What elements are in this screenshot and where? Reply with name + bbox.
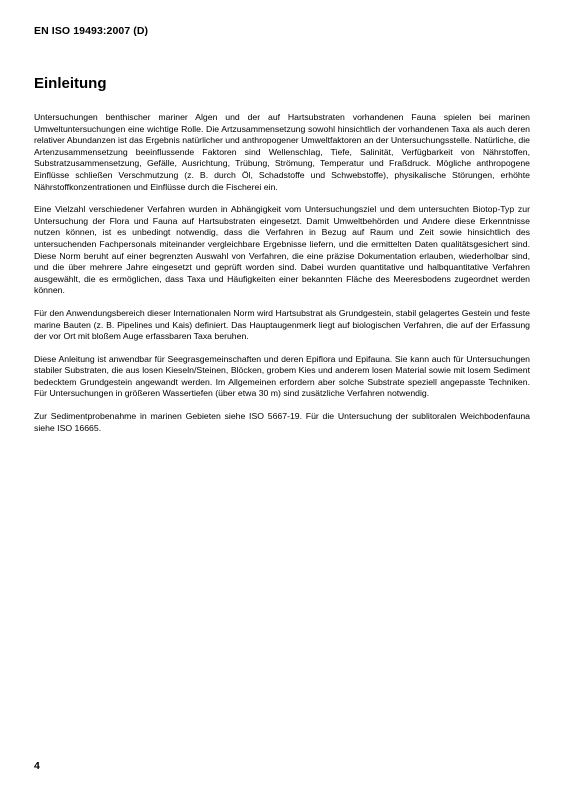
paragraph-5: Zur Sedimentprobenahme in marinen Gebieten siehe ISO 5667-19. Für die Untersuchung der sublitoralen Weichbodenfauna siehe ISO 16665.: [34, 411, 530, 433]
standard-header: EN ISO 19493:2007 (D): [34, 25, 149, 37]
paragraph-4: Diese Anleitung ist anwendbar für Seegrasgemeinschaften und deren Epiflora und Epifauna. Sie kann auch für Untersuchungen stabiler Substraten, die aus losen Kieseln/Steinen, Blöcken, grobem Kies und anderem losen Material sowie mit losem Sediment bedecktem Grundgestein angewandt werden. Im Allgemeinen erfordern aber solche Substrate speziell angepasste Techniken. Für Untersuchungen in größeren Wassertiefen (über etwa 30 m) sind zusätzliche Verfahren notwendig.: [34, 353, 530, 399]
paragraph-3: Für den Anwendungsbereich dieser Internationalen Norm wird Hartsubstrat als Grundgestein, stabil gelagertes Gestein und feste marine Bauten (z. B. Pipelines und Kais) definiert. Das Hauptaugenmerk liegt auf biologischen Verfahren, die auf der Erfassung der vor Ort mit bloßem Auge erfassbaren Taxa beruhen.: [34, 307, 530, 342]
body-text: [34, 112, 530, 445]
paragraph-2: Eine Vielzahl verschiedener Verfahren wurden in Abhängigkeit vom Untersuchungsziel und dem untersuchten Biotop-Typ zur Untersuchung der Flora und Fauna auf Hartsubstraten eingesetzt. Damit Umweltbehörden und Andere diese Erkenntnisse nutzen können, ist es unbedingt notwendig, dass die Verfahren in Bezug auf Raum und Zeit sowie hinsichtlich des untersuchenden Fachpersonals miteinander vergleichbare Ergebnisse liefern, und die ermittelten Daten qualitätsgesichert sind. Diese Norm beruht auf einer begrenzten Auswahl von Verfahren, die eine präzise Dokumentation erlauben, wiederholbar sind, und die über mehrere Jahre eingesetzt und geprüft worden sind. Dabei wurden quantitative und halbquantitative Verfahren ausgewählt, die es ermöglichen, dass Taxa und Häufigkeiten einer bekannten Fläche des Meeresbodens zugeordnet werden können.: [34, 204, 530, 296]
section-title: Einleitung: [34, 75, 107, 92]
paragraph-1: Untersuchungen benthischer mariner Algen und der auf Hartsubstraten vorhandenen Fauna spielen bei marinen Umweltuntersuchungen eine wichtige Rolle. Die Artzusammensetzung sowohl hinsichtlich der vorhandenen Taxa als auch deren relativer Abundanzen ist das Ergebnis natürlicher und anthropogener Umweltfaktoren an der Untersuchungsstelle. Natürliche, die Artenzusammensetzung beeinflussende Faktoren sind Wellenschlag, Tiefe, Salinität, Verfügbarkeit von Nährstoffen, Substratzusammensetzung, Gefälle, Ausrichtung, Trübung, Strömung, Temperatur und Fraßdruck. Mögliche anthropogene Einflüsse schließen Verschmutzung (z. B. durch Öl, Schadstoffe und Schwebstoffe), physikalische Störungen, erhöhte Nährstoffkonzentrationen und Einflüsse durch die Fischerei ein.: [34, 112, 530, 192]
page-number: 4: [34, 760, 40, 772]
